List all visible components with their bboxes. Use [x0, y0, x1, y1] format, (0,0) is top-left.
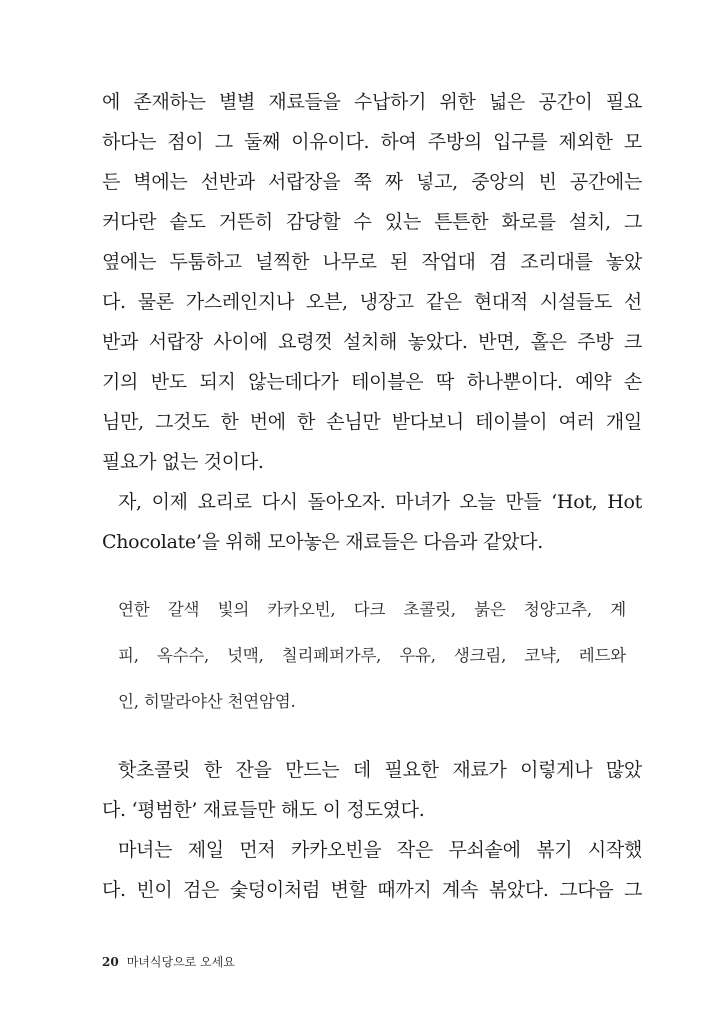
body-line: 다. ‘평범한’ 재료들만 해도 이 정도였다.	[102, 799, 425, 821]
body-line: 옆에는 두툼하고 널찍한 나무로 된 작업대 겸 조리대를 놓았	[102, 251, 642, 273]
page-footer	[102, 952, 235, 972]
body-line: 필요가 없는 것이다.	[102, 451, 264, 473]
body-line: 든 벽에는 선반과 서랍장을 쭉 짜 넣고, 중앙의 빈 공간에는	[102, 171, 642, 193]
running-title: 마녀식당으로 오세요	[126, 955, 235, 969]
ingredient-list-line: 연한 갈색 빛의 카카오빈, 다크 초콜릿, 붉은 청양고추, 계	[118, 600, 626, 619]
body-line: 마녀는 제일 먼저 카카오빈을 작은 무쇠솥에 볶기 시작했	[118, 839, 642, 861]
body-line: 다. 빈이 검은 숯덩이처럼 변할 때까지 계속 볶았다. 그다음 그	[102, 879, 642, 901]
ingredient-list-line: 피, 옥수수, 넛맥, 칠리페퍼가루, 우유, 생크림, 코냑, 레드와	[118, 646, 626, 665]
page-number: 20	[102, 955, 119, 969]
body-line: 기의 반도 되지 않는데다가 테이블은 딱 하나뿐이다. 예약 손	[102, 371, 642, 393]
body-line: 님만, 그것도 한 번에 한 손님만 받다보니 테이블이 여러 개일	[102, 411, 642, 433]
body-line: Chocolate’을 위해 모아놓은 재료들은 다음과 같았다.	[102, 531, 543, 553]
body-line: 커다란 솥도 거뜬히 감당할 수 있는 튼튼한 화로를 설치, 그	[102, 211, 642, 233]
body-line: 자, 이제 요리로 다시 돌아오자. 마녀가 오늘 만들 ‘Hot, Hot	[118, 491, 642, 513]
body-line: 반과 서랍장 사이에 요령껏 설치해 놓았다. 반면, 홀은 주방 크	[102, 331, 642, 353]
body-line: 핫초콜릿 한 잔을 만드는 데 필요한 재료가 이렇게나 많았	[118, 759, 642, 781]
body-line: 에 존재하는 별별 재료들을 수납하기 위한 넓은 공간이 필요	[102, 91, 642, 113]
ingredient-list-line: 인, 히말라야산 천연암염.	[118, 692, 296, 711]
body-line: 다. 물론 가스레인지나 오븐, 냉장고 같은 현대적 시설들도 선	[102, 291, 642, 313]
body-line: 하다는 점이 그 둘째 이유이다. 하여 주방의 입구를 제외한 모	[102, 131, 642, 153]
